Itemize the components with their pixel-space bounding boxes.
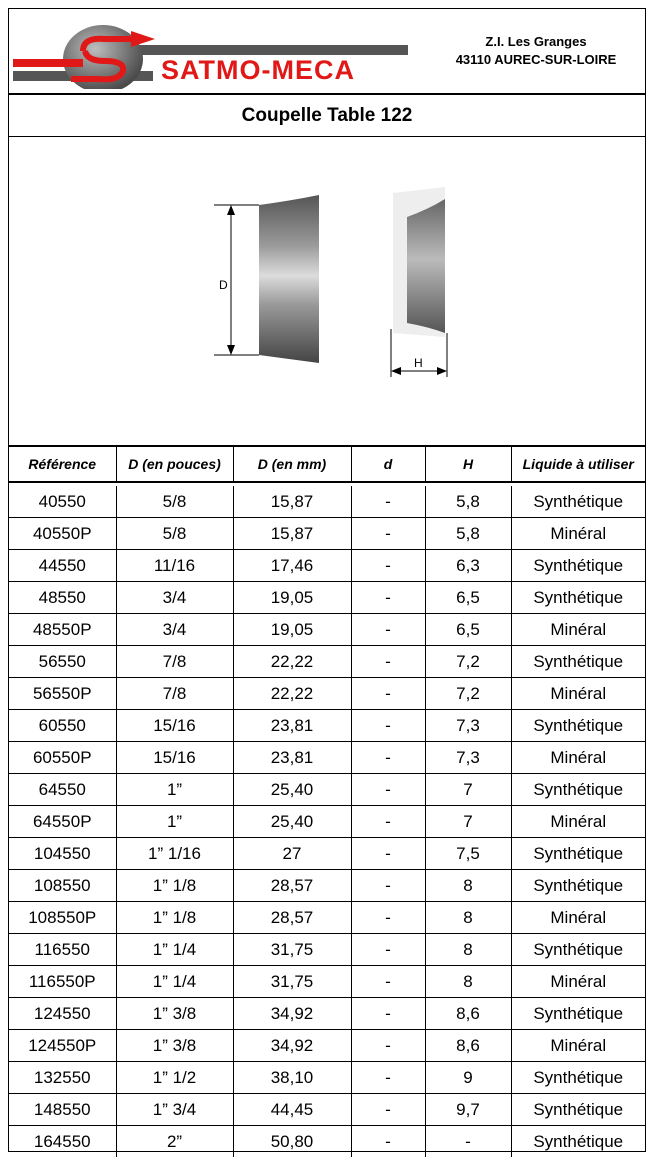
cell-small-d: - bbox=[351, 742, 425, 774]
cell-d-mm: 19,05 bbox=[233, 614, 351, 646]
cell-d-inches: 3/4 bbox=[116, 614, 233, 646]
address-line-1: Z.I. Les Granges bbox=[485, 34, 587, 49]
cell-d-inches: 5/8 bbox=[116, 486, 233, 518]
cell-d-inches: 1” bbox=[116, 774, 233, 806]
cell-reference: 60550P bbox=[9, 742, 116, 774]
cell-d-mm: 23,81 bbox=[233, 710, 351, 742]
page-title: Coupelle Table 122 bbox=[9, 95, 645, 137]
cell-d-mm: 44,45 bbox=[233, 1094, 351, 1126]
cell-d-inches: 1” 1/4 bbox=[116, 934, 233, 966]
cell-d-inches: 2” bbox=[116, 1126, 233, 1158]
cell-reference: 116550 bbox=[9, 934, 116, 966]
table-row bbox=[9, 806, 645, 838]
cell-d-mm: 22,22 bbox=[233, 646, 351, 678]
table-row bbox=[9, 518, 645, 550]
cell-fluid: Synthétique bbox=[511, 486, 645, 518]
cell-fluid: Minéral bbox=[511, 806, 645, 838]
cell-reference: 64550 bbox=[9, 774, 116, 806]
dimension-h-label: H bbox=[414, 356, 423, 370]
cell-fluid: Minéral bbox=[511, 518, 645, 550]
cell-d-inches: 7/8 bbox=[116, 646, 233, 678]
table-row bbox=[9, 486, 645, 518]
cell-fluid: Synthétique bbox=[511, 774, 645, 806]
cell-d-inches: 1” bbox=[116, 806, 233, 838]
cell-d-mm: 25,40 bbox=[233, 806, 351, 838]
cell-h: 5,8 bbox=[425, 518, 511, 550]
cell-reference: 148550 bbox=[9, 1094, 116, 1126]
cell-fluid: Synthétique bbox=[511, 1062, 645, 1094]
cell-small-d: - bbox=[351, 934, 425, 966]
cup-front-view bbox=[259, 195, 319, 363]
cell-reference: 44550 bbox=[9, 550, 116, 582]
cell-h: 7,2 bbox=[425, 678, 511, 710]
cell-d-mm: 23,81 bbox=[233, 742, 351, 774]
table-row bbox=[9, 966, 645, 998]
product-table bbox=[9, 447, 645, 1157]
datasheet bbox=[8, 8, 646, 1152]
technical-drawing bbox=[9, 137, 645, 447]
cell-reference: 56550P bbox=[9, 678, 116, 710]
cell-h: 6,3 bbox=[425, 550, 511, 582]
cell-fluid: Minéral bbox=[511, 678, 645, 710]
table-row bbox=[9, 742, 645, 774]
header bbox=[9, 9, 645, 95]
header-h: H bbox=[425, 447, 511, 482]
cell-reference: 104550 bbox=[9, 838, 116, 870]
cell-h: 7 bbox=[425, 806, 511, 838]
cell-d-mm: 31,75 bbox=[233, 966, 351, 998]
cell-reference: 108550 bbox=[9, 870, 116, 902]
cell-d-mm: 34,92 bbox=[233, 1030, 351, 1062]
cell-reference: 60550 bbox=[9, 710, 116, 742]
cell-small-d: - bbox=[351, 998, 425, 1030]
header-d-mm: D (en mm) bbox=[233, 447, 351, 482]
cell-small-d: - bbox=[351, 902, 425, 934]
cell-h: 7 bbox=[425, 774, 511, 806]
cup-side-view bbox=[407, 199, 445, 333]
cell-small-d: - bbox=[351, 870, 425, 902]
cell-d-mm: 27 bbox=[233, 838, 351, 870]
cell-reference: 164550 bbox=[9, 1126, 116, 1158]
cell-fluid: Synthétique bbox=[511, 550, 645, 582]
table-row bbox=[9, 550, 645, 582]
dimension-d-label: D bbox=[219, 278, 228, 292]
cell-small-d: - bbox=[351, 582, 425, 614]
cell-reference: 40550P bbox=[9, 518, 116, 550]
cell-fluid: Synthétique bbox=[533, 1131, 624, 1151]
cell-small-d: - bbox=[351, 806, 425, 838]
cell-fluid: Synthétique bbox=[511, 934, 645, 966]
cell-small-d: - bbox=[351, 550, 425, 582]
cell-reference: 116550P bbox=[9, 966, 116, 998]
cell-fluid: Synthétique bbox=[511, 998, 645, 1030]
cell-small-d: - bbox=[351, 1062, 425, 1094]
cup-drawing-svg bbox=[9, 137, 645, 447]
table-row bbox=[9, 934, 645, 966]
cell-d-inches: 1” 1/2 bbox=[116, 1062, 233, 1094]
table-body bbox=[9, 482, 645, 1157]
cell-h: 8,6 bbox=[425, 998, 511, 1030]
cell-d-inches: 15/16 bbox=[116, 742, 233, 774]
cell-h: 5,8 bbox=[425, 486, 511, 518]
cell-d-inches: 1” 1/4 bbox=[116, 966, 233, 998]
cell-h: - bbox=[425, 1126, 511, 1158]
cell-d-mm: 19,05 bbox=[233, 582, 351, 614]
cell-h: 8 bbox=[425, 966, 511, 998]
cell-small-d: - bbox=[351, 1094, 425, 1126]
cell-h: 6,5 bbox=[425, 614, 511, 646]
cell-h: 7,3 bbox=[425, 742, 511, 774]
cell-fluid: Minéral bbox=[511, 1030, 645, 1062]
cell-d-mm: 25,40 bbox=[233, 774, 351, 806]
cell-d-inches: 1” 1/16 bbox=[116, 838, 233, 870]
cell-small-d: - bbox=[351, 1030, 425, 1062]
cell-small-d: - bbox=[351, 774, 425, 806]
cell-d-inches: 1” 3/8 bbox=[116, 998, 233, 1030]
cell-reference: 48550 bbox=[9, 582, 116, 614]
table-row bbox=[9, 614, 645, 646]
cell-fluid: Synthétique bbox=[511, 1094, 645, 1126]
cell-d-mm: 22,22 bbox=[233, 678, 351, 710]
cell-h: 7,5 bbox=[425, 838, 511, 870]
cell-reference: 132550 bbox=[9, 1062, 116, 1094]
cell-d-mm: 15,87 bbox=[233, 518, 351, 550]
cell-fluid: Synthétique bbox=[511, 838, 645, 870]
table-header-row bbox=[9, 447, 645, 482]
cell-small-d: - bbox=[351, 646, 425, 678]
cell-reference: 48550P bbox=[9, 614, 116, 646]
table-row bbox=[9, 1062, 645, 1094]
cell-d-mm: 17,46 bbox=[233, 550, 351, 582]
cell-small-d: - bbox=[351, 710, 425, 742]
cell-d-mm: 34,92 bbox=[233, 998, 351, 1030]
cell-h: 8 bbox=[425, 934, 511, 966]
header-d-inches: D (en pouces) bbox=[116, 447, 233, 482]
table-row bbox=[9, 838, 645, 870]
cell-d-mm: 38,10 bbox=[233, 1062, 351, 1094]
cell-small-d: - bbox=[351, 518, 425, 550]
table-row bbox=[9, 1126, 645, 1158]
cell-h: 8,6 bbox=[425, 1030, 511, 1062]
cell-d-inches: 1” 3/8 bbox=[116, 1030, 233, 1062]
address-line-2: 43110 AUREC-SUR-LOIRE bbox=[455, 52, 617, 67]
cell-fluid: Minéral bbox=[511, 614, 645, 646]
company-name: SATMO-MECA bbox=[161, 55, 355, 85]
cell-d-mm: 28,57 bbox=[233, 902, 351, 934]
cell-fluid: Minéral bbox=[511, 902, 645, 934]
cell-reference: 108550P bbox=[9, 902, 116, 934]
cell-small-d: - bbox=[351, 678, 425, 710]
cell-d-inches: 3/4 bbox=[116, 582, 233, 614]
cell-reference: 56550 bbox=[9, 646, 116, 678]
cell-d-inches: 7/8 bbox=[116, 678, 233, 710]
cell-h: 7,2 bbox=[425, 646, 511, 678]
header-small-d: d bbox=[351, 447, 425, 482]
cell-d-inches: 1” 1/8 bbox=[116, 902, 233, 934]
header-fluid: Liquide à utiliser bbox=[511, 447, 645, 482]
table-row bbox=[9, 1030, 645, 1062]
cell-small-d: - bbox=[351, 486, 425, 518]
cell-fluid: Minéral bbox=[511, 742, 645, 774]
cell-small-d: - bbox=[351, 614, 425, 646]
cell-small-d: - bbox=[351, 1126, 425, 1158]
cell-d-inches: 15/16 bbox=[116, 710, 233, 742]
table-row bbox=[9, 678, 645, 710]
cell-d-mm: 28,57 bbox=[233, 870, 351, 902]
cell-fluid: Synthétique bbox=[511, 710, 645, 742]
table-row bbox=[9, 582, 645, 614]
cell-fluid: Synthétique bbox=[511, 646, 645, 678]
header-reference: Référence bbox=[9, 447, 116, 482]
cell-d-inches: 1” 1/8 bbox=[116, 870, 233, 902]
cell-fluid: Synthétique bbox=[511, 870, 645, 902]
cell-h: 9,7 bbox=[425, 1094, 511, 1126]
cell-d-mm: 31,75 bbox=[233, 934, 351, 966]
cell-fluid: Minéral bbox=[511, 966, 645, 998]
table-row bbox=[9, 646, 645, 678]
cell-h: 9 bbox=[425, 1062, 511, 1094]
table-row bbox=[9, 902, 645, 934]
cell-d-inches: 5/8 bbox=[116, 518, 233, 550]
cell-d-mm: 50,80 bbox=[233, 1126, 351, 1158]
cell-d-inches: 1” 3/4 bbox=[116, 1094, 233, 1126]
cell-reference: 40550 bbox=[9, 486, 116, 518]
cell-h: 6,5 bbox=[425, 582, 511, 614]
table-row bbox=[9, 710, 645, 742]
table-row bbox=[9, 774, 645, 806]
cell-reference: 64550P bbox=[9, 806, 116, 838]
cell-reference: 124550 bbox=[9, 998, 116, 1030]
company-address bbox=[427, 33, 645, 69]
table-row bbox=[9, 870, 645, 902]
cell-reference: 124550P bbox=[9, 1030, 116, 1062]
cell-d-mm: 15,87 bbox=[233, 486, 351, 518]
cell-h: 8 bbox=[425, 870, 511, 902]
table-row bbox=[9, 998, 645, 1030]
cell-small-d: - bbox=[351, 966, 425, 998]
cell-h: 7,3 bbox=[425, 710, 511, 742]
cell-d-inches: 11/16 bbox=[116, 550, 233, 582]
cell-fluid: Synthétique bbox=[511, 582, 645, 614]
table-row bbox=[9, 1094, 645, 1126]
cell-h: 8 bbox=[425, 902, 511, 934]
cell-small-d: - bbox=[351, 838, 425, 870]
